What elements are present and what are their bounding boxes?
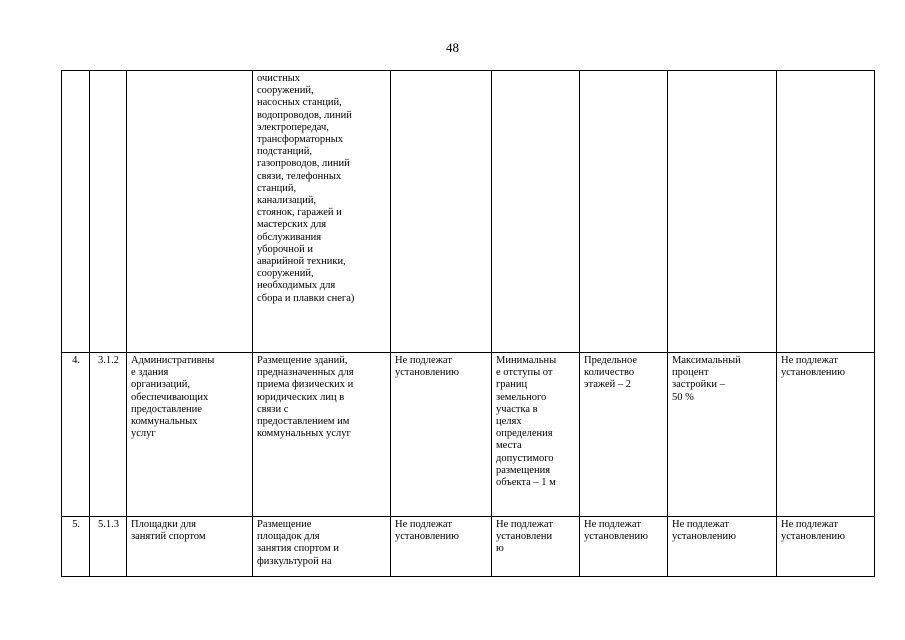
zoning-regulations-table bbox=[61, 70, 875, 577]
table-row bbox=[62, 517, 875, 577]
cell-text-line: установлению bbox=[781, 367, 845, 379]
cell-text-line: установлению bbox=[781, 531, 845, 543]
cell-text-line: станций, bbox=[257, 182, 297, 194]
param-cell bbox=[777, 517, 875, 577]
param-cell bbox=[668, 517, 777, 577]
cell-text-line: места bbox=[496, 440, 522, 452]
cell-text-line: допустимого bbox=[496, 452, 554, 464]
cell-text-line: Административны bbox=[131, 355, 215, 366]
cell-text-line: застройки – bbox=[672, 379, 725, 391]
cell-text-line: подстанций, bbox=[257, 146, 313, 158]
name-cell bbox=[127, 517, 253, 577]
cell-text-line: связи с bbox=[257, 403, 289, 415]
param-cell bbox=[391, 353, 492, 517]
param-cell bbox=[668, 71, 777, 353]
cell-text-line: трансформаторных bbox=[257, 134, 344, 146]
row-number-cell bbox=[62, 71, 90, 353]
cell-text-line: предназначенных для bbox=[257, 367, 354, 379]
cell-text-line: уборочной и bbox=[257, 243, 313, 255]
cell-text-line: земельного bbox=[496, 391, 547, 403]
cell-text-line: установлению bbox=[672, 531, 736, 543]
param-cell bbox=[668, 353, 777, 517]
cell-text-line: коммунальных bbox=[131, 416, 198, 428]
param-cell bbox=[580, 71, 668, 353]
cell-text-line: е отступы от bbox=[496, 367, 553, 379]
cell-text-line: стоянок, гаражей и bbox=[257, 207, 342, 219]
cell-text-line: необходимых для bbox=[257, 280, 336, 292]
cell-text-line: занятий спортом bbox=[131, 531, 206, 543]
cell-text-line: сооружений, bbox=[257, 268, 314, 280]
name-cell bbox=[127, 353, 253, 517]
description-cell bbox=[253, 517, 391, 577]
cell-text-line: установлению bbox=[395, 367, 459, 379]
cell-text-line: водопроводов, линий bbox=[257, 109, 352, 121]
cell-text-line: насосных станций, bbox=[257, 97, 342, 109]
cell-text-line: площадок для bbox=[257, 531, 320, 543]
cell-text-line: электропередач, bbox=[257, 121, 329, 133]
param-cell bbox=[492, 71, 580, 353]
cell-text-line: Не подлежат bbox=[781, 519, 838, 530]
cell-text-line: Минимальны bbox=[496, 355, 557, 366]
cell-text-line: Предельное bbox=[584, 355, 638, 366]
code-cell bbox=[90, 71, 127, 353]
cell-text-line: юридических лиц в bbox=[257, 391, 345, 403]
param-cell bbox=[391, 71, 492, 353]
cell-text-line: Не подлежат bbox=[584, 519, 641, 530]
cell-text-line: аварийной техники, bbox=[257, 256, 346, 268]
param-cell bbox=[580, 353, 668, 517]
cell-text-line: Максимальный bbox=[672, 355, 741, 366]
cell-text-line: предоставление bbox=[131, 403, 202, 415]
cell-text-line: размещения bbox=[496, 464, 551, 476]
cell-text-line: Не подлежат bbox=[672, 519, 729, 530]
cell-text-line: участка в bbox=[496, 403, 538, 415]
code-cell: 5.1.3 bbox=[90, 517, 127, 577]
param-cell bbox=[492, 517, 580, 577]
param-cell bbox=[391, 517, 492, 577]
name-cell bbox=[127, 71, 253, 353]
table-row bbox=[62, 71, 875, 353]
cell-text-line: Не подлежат bbox=[781, 355, 838, 366]
cell-text-line: сооружений, bbox=[257, 85, 314, 97]
cell-text-line: количество bbox=[584, 367, 635, 379]
cell-text-line: определения bbox=[496, 428, 553, 440]
cell-text-line: обслуживания bbox=[257, 231, 322, 243]
cell-text-line: целях bbox=[496, 416, 522, 428]
cell-text-line: Не подлежат bbox=[395, 355, 452, 366]
cell-text-line: Не подлежат bbox=[395, 519, 452, 530]
param-cell bbox=[777, 71, 875, 353]
table-row bbox=[62, 353, 875, 517]
param-cell bbox=[580, 517, 668, 577]
cell-text-line: обеспечивающих bbox=[131, 391, 209, 403]
cell-text-line: Площадки для bbox=[131, 519, 196, 530]
code-cell: 3.1.2 bbox=[90, 353, 127, 517]
cell-text-line: связи, телефонных bbox=[257, 170, 342, 182]
cell-text-line: услуг bbox=[131, 428, 156, 440]
cell-text-line: установлени bbox=[496, 531, 553, 543]
cell-text-line: Размещение bbox=[257, 519, 312, 530]
cell-text-line: занятия спортом и bbox=[257, 543, 339, 555]
cell-text-line: Не подлежат bbox=[496, 519, 553, 530]
cell-text-line: канализаций, bbox=[257, 195, 317, 207]
cell-text-line: этажей – 2 bbox=[584, 379, 632, 391]
cell-text-line: Размещение зданий, bbox=[257, 355, 348, 366]
cell-text-line: мастерских для bbox=[257, 219, 327, 231]
row-number-cell: 4. bbox=[62, 353, 90, 517]
cell-text-line: процент bbox=[672, 367, 709, 379]
param-cell bbox=[492, 353, 580, 517]
description-cell bbox=[253, 71, 391, 353]
cell-text-line: организаций, bbox=[131, 379, 190, 391]
page-number: 48 bbox=[446, 40, 459, 55]
cell-text-line: приема физических и bbox=[257, 379, 354, 391]
description-cell bbox=[253, 353, 391, 517]
cell-text-line: очистных bbox=[257, 73, 301, 84]
cell-text-line: 50 % bbox=[672, 391, 694, 403]
cell-text-line: установлению bbox=[584, 531, 648, 543]
cell-text-line: физкультурой на bbox=[257, 555, 332, 567]
cell-text-line: границ bbox=[496, 379, 528, 391]
cell-text-line: ю bbox=[496, 543, 504, 555]
cell-text-line: коммунальных услуг bbox=[257, 428, 351, 440]
param-cell bbox=[777, 353, 875, 517]
cell-text-line: газопроводов, линий bbox=[257, 158, 350, 170]
cell-text-line: установлению bbox=[395, 531, 459, 543]
cell-text-line: предоставлением им bbox=[257, 416, 350, 428]
cell-text-line: сбора и плавки снега) bbox=[257, 292, 355, 304]
cell-text-line: объекта – 1 м bbox=[496, 477, 556, 489]
cell-text-line: е здания bbox=[131, 367, 169, 379]
row-number-cell: 5. bbox=[62, 517, 90, 577]
